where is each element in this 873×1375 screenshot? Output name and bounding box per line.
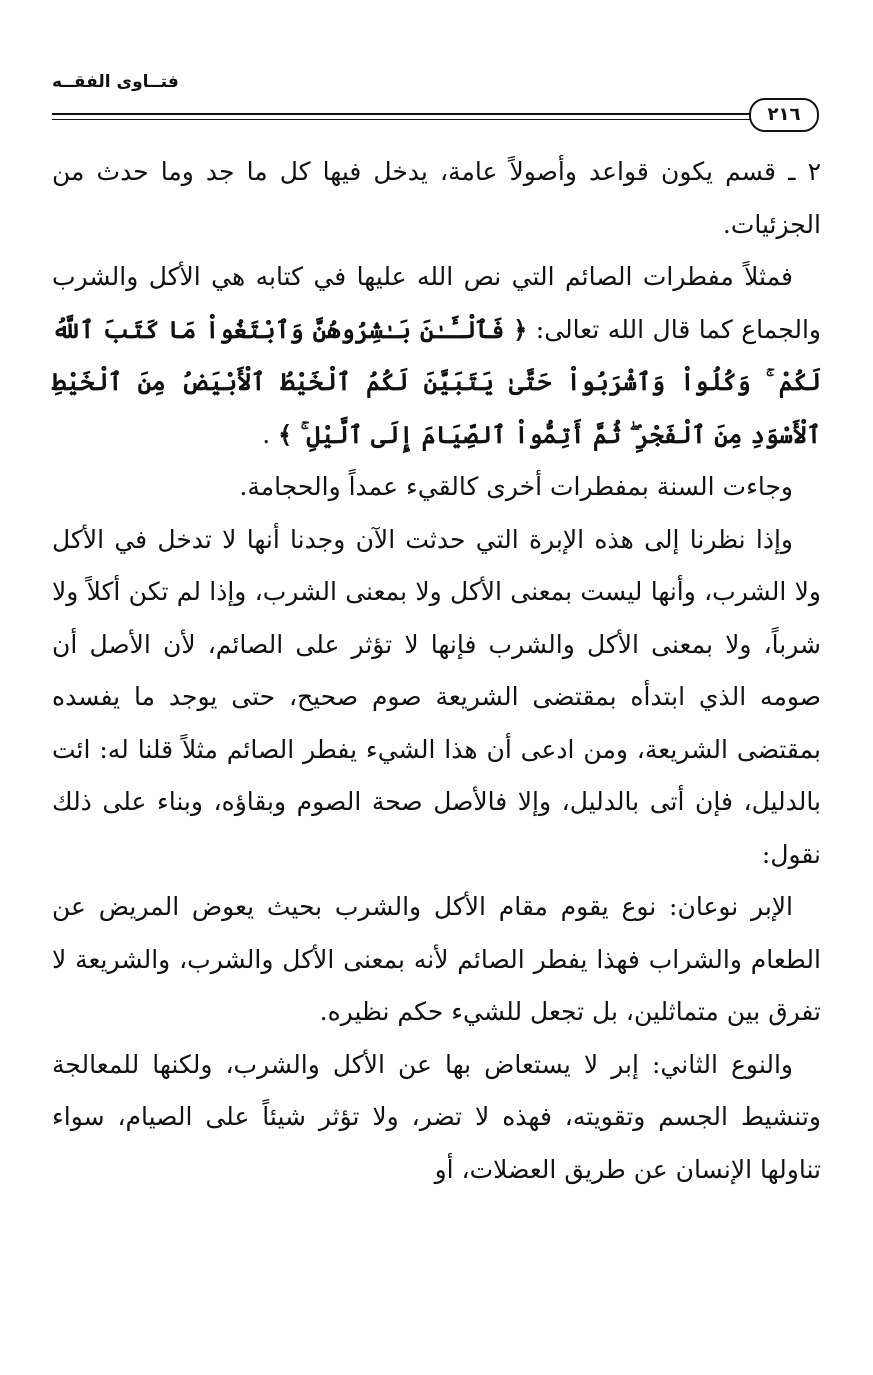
page-number-badge: ٢١٦	[749, 98, 819, 132]
paragraph-1: ٢ ـ قسم يكون قواعد وأصولاً عامة، يدخل فيها كل ما جد وما حدث من الجزئيات.	[52, 157, 821, 239]
running-title	[0, 72, 873, 92]
paragraph-2-intro: فمثلاً مفطرات الصائم التي نص الله عليها في كتابه هي الأكل والشرب والجماع كما قال الله تعالى:	[52, 262, 821, 344]
paragraph-5: الإبر نوعان: نوع يقوم مقام الأكل والشرب بحيث يعوض المريض عن الطعام والشراب فهذا يفطر الصائم لأنه بمعنى الأكل والشرب، والشريعة لا تفرق بين متماثلين، بل تجعل للشيء حكم نظيره.	[52, 892, 821, 1026]
header-rule-thick	[52, 113, 757, 115]
paragraph-3: وجاءت السنة بمفطرات أخرى كالقيء عمداً والحجامة.	[239, 472, 793, 501]
paragraph-6: والنوع الثاني: إبر لا يستعاض بها عن الأكل والشرب، ولكنها للمعالجة وتنشيط الجسم وتقويته، فهذه لا تضر، ولا تؤثر شيئاً على الصيام، سواء تناولها الإنسان عن طريق العضلات، أو	[52, 1049, 821, 1184]
paragraph-2	[52, 251, 821, 461]
quran-verse: ﴿ فَٱلْـَٔـٰنَ بَـٰشِرُوهُنَّ وَٱبْتَغُواْ مَا كَتَبَ ٱللَّهُ لَكُمْ ۚ وَكُلُواْ وَٱشْرَبُواْ حَتَّىٰ يَتَبَيَّنَ لَكُمُ ٱلْخَيْطُ ٱلْأَبْيَضُ مِنَ ٱلْخَيْطِ ٱلْأَسْوَدِ مِنَ ٱلْفَجْرِ ۖ ثُمَّ أَتِمُّواْ ٱلصِّيَامَ إِلَى ٱلَّيْلِ ۚ ﴾	[52, 314, 821, 449]
page-body	[52, 146, 821, 1196]
paragraph-4: وإذا نظرنا إلى هذه الإبرة التي حدثت الآن وجدنا أنها لا تدخل في الأكل ولا الشرب، وأنها ليست بمعنى الأكل ولا بمعنى الشرب، وإذا لم تكن أكلاً ولا شرباً، ولا بمعنى الأكل والشرب فإنها لا تؤثر على الصائم، لأن الأصل أن صومه الذي ابتدأه بمقتضى الشريعة صوم صحيح، حتى يوجد ما يفسده بمقتضى الشريعة، ومن ادعى أن هذا الشيء يفطر الصائم مثلاً قلنا له: ائت بالدليل، فإن أتى بالدليل، وإلا فالأصل صحة الصوم وبقاؤه، وبناء على ذلك نقول:	[52, 524, 821, 869]
paragraph-2-end: .	[262, 419, 271, 449]
header-rule-thin	[52, 119, 757, 120]
running-title-text: فتــاوى الفقــه	[52, 72, 179, 92]
